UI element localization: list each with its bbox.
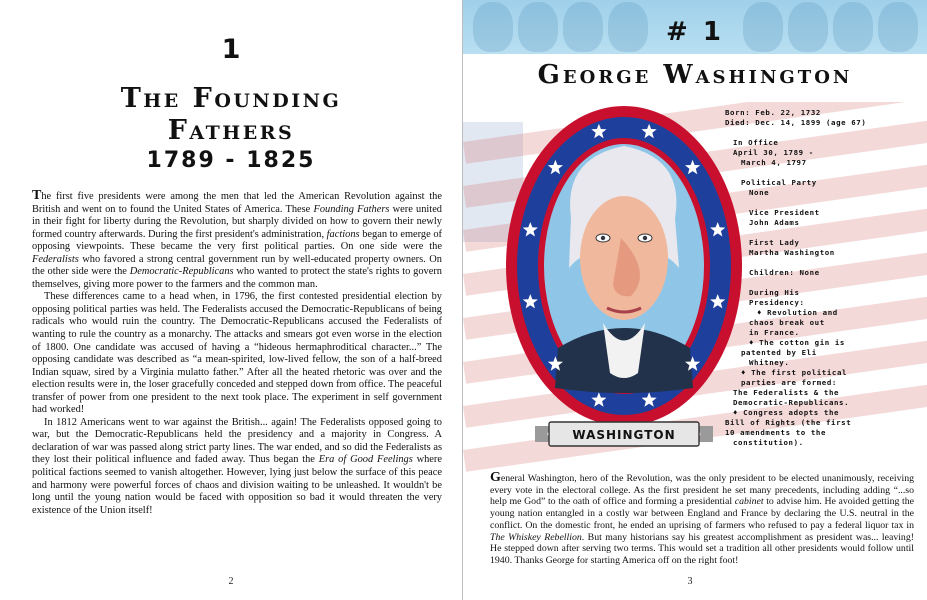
left-page	[0, 0, 463, 600]
pupil-right	[643, 236, 647, 240]
fact-line: John Adams	[749, 218, 800, 227]
fact-line: chaos break out	[749, 318, 825, 327]
fact-line	[725, 168, 925, 178]
text-run: who wanted to protect the state's rights to govern themselves, giving more power to the farmers and the common man.	[32, 266, 442, 290]
fact-line: Bill of Rights (the first	[725, 418, 852, 427]
page-number-right: 3	[687, 576, 693, 587]
chapter-title-line-2: Fathers	[167, 115, 295, 146]
body-paragraph	[32, 190, 442, 291]
fact-line: Children: None	[749, 268, 820, 277]
portrait-frame	[503, 98, 745, 428]
page-number-left: 2	[228, 576, 234, 587]
fact-line: Born: Feb. 22, 1732	[725, 108, 821, 117]
text-run: . But many historians say his greatest accomplishment as president was... leaving! He stepped down after serving two terms. This would set a tradition all other presidents would follow until 1940. Thanks George for starting America off on the right foot!	[490, 531, 914, 566]
fact-line: April 30, 1789 -	[733, 148, 814, 157]
text-run: eneral Washington, hero of the Revolution, was the only president to be elected unanimously, receiving every vote in the electoral college. As the first president he set many precedents, including adding “...so help me God” to the oath of office and forming a presidential	[490, 473, 914, 508]
text-run: cabinet	[734, 496, 764, 508]
chapter-title-line-1: The Founding	[120, 83, 342, 114]
fact-line: During His	[749, 288, 800, 297]
fact-line	[725, 228, 925, 238]
fact-line: Whitney.	[749, 358, 790, 367]
text-run: Founding Fathers	[313, 203, 390, 215]
text-run: In 1812 Americans went to war against the British... again! The Federalists opposed going to war, but the Democratic-Republicans held the presidency and a majority in Congress. A declaration of war was passed along strict party lines. The war ended, and so did the Federalists as they lost their political influence and faded away. Thus began the	[32, 416, 442, 466]
right-body-text	[490, 472, 914, 567]
fact-line: Martha Washington	[749, 248, 835, 257]
fact-line: patented by Eli	[741, 348, 817, 357]
right-page	[463, 0, 927, 600]
fact-line	[725, 258, 925, 268]
fact-line: 10 amendments to the	[725, 428, 826, 437]
body-paragraph	[490, 472, 914, 567]
body-paragraph	[32, 417, 442, 517]
text-run: Democratic-Republicans	[129, 266, 234, 278]
ribbon-banner	[535, 420, 713, 448]
fact-line: March 4, 1797	[741, 158, 807, 167]
fact-line: None	[749, 188, 770, 197]
fact-line: in France.	[749, 328, 800, 337]
text-run: Federalists	[32, 253, 79, 265]
fact-line: Democratic-Republicans.	[733, 398, 850, 407]
fact-line: The Federalists & the	[733, 388, 840, 397]
text-run: The Whiskey Rebellion	[490, 531, 582, 543]
body-paragraph	[32, 291, 442, 416]
fact-line: Political Party	[741, 178, 817, 187]
fact-line: parties are formed:	[741, 378, 837, 387]
chapter-number: 1	[221, 34, 241, 65]
text-run: where political factions seemed to vanish altogether. However, lying just below the surface of this peace and harmony were powerful forces of chaos and division waiting to be unleashed. It wouldn't be long until the young nation would be faced with opposition so bad it would threaten the very existence of the Union itself!	[32, 454, 442, 516]
text-run: to advise him. He avoided getting the young nation entangled in a costly war between England and France by declaring the U.S. neutral in the conflict. On the domestic front, he ended an uprising of farmers who refused to pay a federal liquor tax in	[490, 496, 914, 531]
fact-line: Presidency:	[749, 298, 805, 307]
text-run: who favored a strong central government run by well-educated property owners. On the other side were the	[32, 253, 442, 278]
left-body-text	[32, 190, 442, 517]
text-run: These differences came to a head when, in 1796, the first contested presidential election by opposing political parties was held. The Federalists accused the Democratic-Republicans of being radicals who would ruin the country. The Democratic-Republicans accused the Federalists of wanting to rule the country as a monarchy. The attacks and smears got even worse in the election of 1800. One candidate was accused of having a “hideous hermaphroditical character...” The opposing candidate was described as “a mean-spirited, low-lived fellow, the son of a half-breed Indian squaw, sired by a Virginia mulatto father.” After all the heated rhetoric was over and the election results were in, the loser gracefully conceded and stepped down from office. The peaceful transfer of power from one president to the next took place. The experiment in self government had worked!	[32, 291, 442, 416]
fact-line: Died: Dec. 14, 1899 (age 67)	[725, 118, 867, 127]
drop-cap: T	[32, 188, 42, 203]
fact-line: ♦ The cotton gin is	[749, 338, 845, 347]
text-run: Era of Good Feelings	[318, 454, 413, 466]
president-rank: # 1	[666, 17, 724, 47]
fact-line: ♦ Revolution and	[757, 308, 838, 317]
chapter-years: 1789 - 1825	[146, 148, 316, 173]
fact-line	[725, 278, 925, 288]
fact-line: First Lady	[749, 238, 800, 247]
fact-line: constitution).	[733, 438, 804, 447]
fact-line: In Office	[733, 138, 779, 147]
fact-line: Vice President	[749, 208, 820, 217]
drop-cap: G	[490, 470, 501, 485]
fact-line: ♦ The first political	[741, 368, 848, 377]
fact-line: ♦ Congress adopts the	[733, 408, 840, 417]
pupil-left	[601, 236, 605, 240]
text-run: he first five presidents were among the men that led the American Revolution against the British and went on to found the United States of America. These	[32, 191, 442, 215]
president-name: George Washington	[537, 60, 853, 90]
text-run: were united in their fight for liberty during the Revolution, but sharply divided on how to govern their newly formed country afterwards. During the first president's administration,	[32, 203, 443, 240]
chapter-title	[0, 83, 462, 147]
fact-line	[725, 128, 925, 138]
text-run: began to emerge of opposing viewpoints. These became the very first political parties. On one side were the	[32, 228, 443, 253]
president-facts	[725, 108, 925, 448]
ribbon-label: WASHINGTON	[572, 428, 676, 442]
fact-line	[725, 198, 925, 208]
text-run: factions	[326, 228, 360, 240]
